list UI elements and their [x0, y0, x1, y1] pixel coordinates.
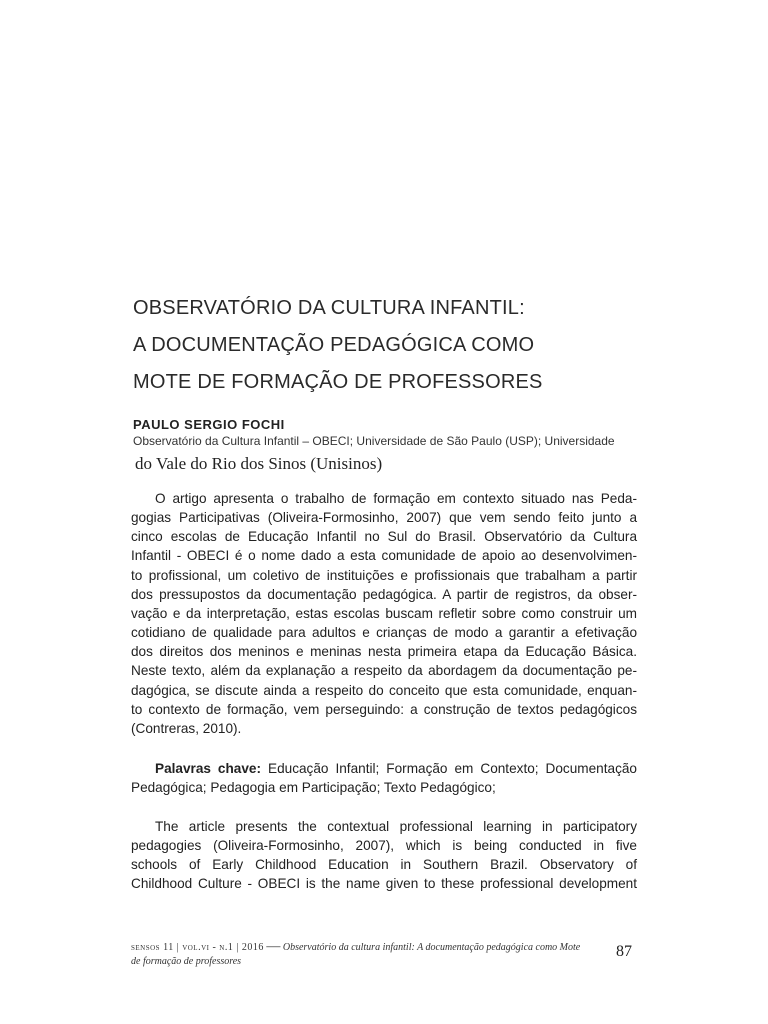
page-number: 87: [616, 943, 632, 960]
abstract-line: cinco escolas de Educação Infantil no Sul do Brasil. Observatório da Cultura: [131, 529, 637, 545]
running-footer: [131, 940, 621, 969]
footer-dash: —: [266, 939, 281, 954]
abstract-portuguese: [131, 489, 637, 738]
journal-info: sensos 11 | vol.vi - n.1 | 2016: [131, 942, 264, 953]
abstract-line: to contexto de formação, vem perseguindo: a construção de textos pedagógicos: [131, 701, 637, 717]
keywords-text: Educação Infantil; Formação em Contexto; Documentação: [268, 761, 637, 776]
author-affiliation-continued: do Vale do Rio dos Sinos (Unisinos): [135, 454, 383, 473]
abstract-line: schools of Early Childhood Education in Southern Brazil. Observatory of: [131, 857, 637, 873]
abstract-line: O artigo apresenta o trabalho de formação em contexto situado nas Peda-: [155, 491, 637, 506]
abstract-english: [131, 817, 637, 894]
footer-article-title-continued: de formação de professores: [131, 956, 242, 967]
abstract-line: The article presents the contextual professional learning in participatory: [155, 819, 637, 834]
abstract-line: Neste texto, além da explanação a respeito da abordagem da documentação pe-: [131, 663, 637, 679]
abstract-line: Infantil - OBECI é o nome dado a esta comunidade de apoio ao desenvolvimen-: [131, 548, 637, 564]
author-affiliation: Observatório da Cultura Infantil – OBECI; Universidade de São Paulo (USP); Universidade: [133, 434, 615, 448]
title-line: MOTE DE FORMAÇÃO DE PROFESSORES: [133, 371, 543, 393]
keywords-line: Pedagógica; Pedagogia em Participação; Texto Pedagógico;: [131, 780, 496, 796]
title-line: OBSERVATÓRIO DA CULTURA INFANTIL:: [133, 297, 525, 319]
abstract-line: (Contreras, 2010).: [131, 720, 242, 736]
title-line: A DOCUMENTAÇÃO PEDAGÓGICA COMO: [133, 334, 535, 356]
abstract-line: to profissional, um coletivo de instituições e profissionais que trabalham a partir: [131, 567, 637, 583]
keywords-label: Palavras chave:: [155, 761, 262, 776]
abstract-line: dos pressupostos da documentação pedagógica. A partir de registros, da obser-: [131, 586, 637, 602]
abstract-line: cotidiano de qualidade para adultos e crianças de modo a garantir a efetivação: [131, 625, 637, 641]
abstract-line: pedagogies (Oliveira-Formosinho, 2007), which is being conducted in five: [131, 838, 637, 854]
author-name: PAULO SERGIO FOCHI: [133, 417, 285, 432]
footer-article-title: Observatório da cultura infantil: A documentação pedagógica como Mote: [282, 942, 581, 953]
article-title: [133, 290, 693, 401]
abstract-line: Childhood Culture - OBECI is the name given to these professional development: [131, 876, 637, 892]
abstract-line: vação e da interpretação, estas escolas buscam refletir sobre como construir um: [131, 605, 637, 621]
abstract-line: gogias Participativas (Oliveira-Formosinho, 2007) que vem sendo feito junto a: [131, 510, 637, 526]
keywords: [131, 759, 637, 797]
abstract-line: dos direitos dos meninos e meninas nesta primeira etapa da Educação Básica.: [131, 644, 637, 660]
abstract-line: dagógica, se discute ainda a respeito do conceito que esta comunidade, enquan-: [131, 682, 637, 698]
keywords-line: [131, 759, 637, 778]
